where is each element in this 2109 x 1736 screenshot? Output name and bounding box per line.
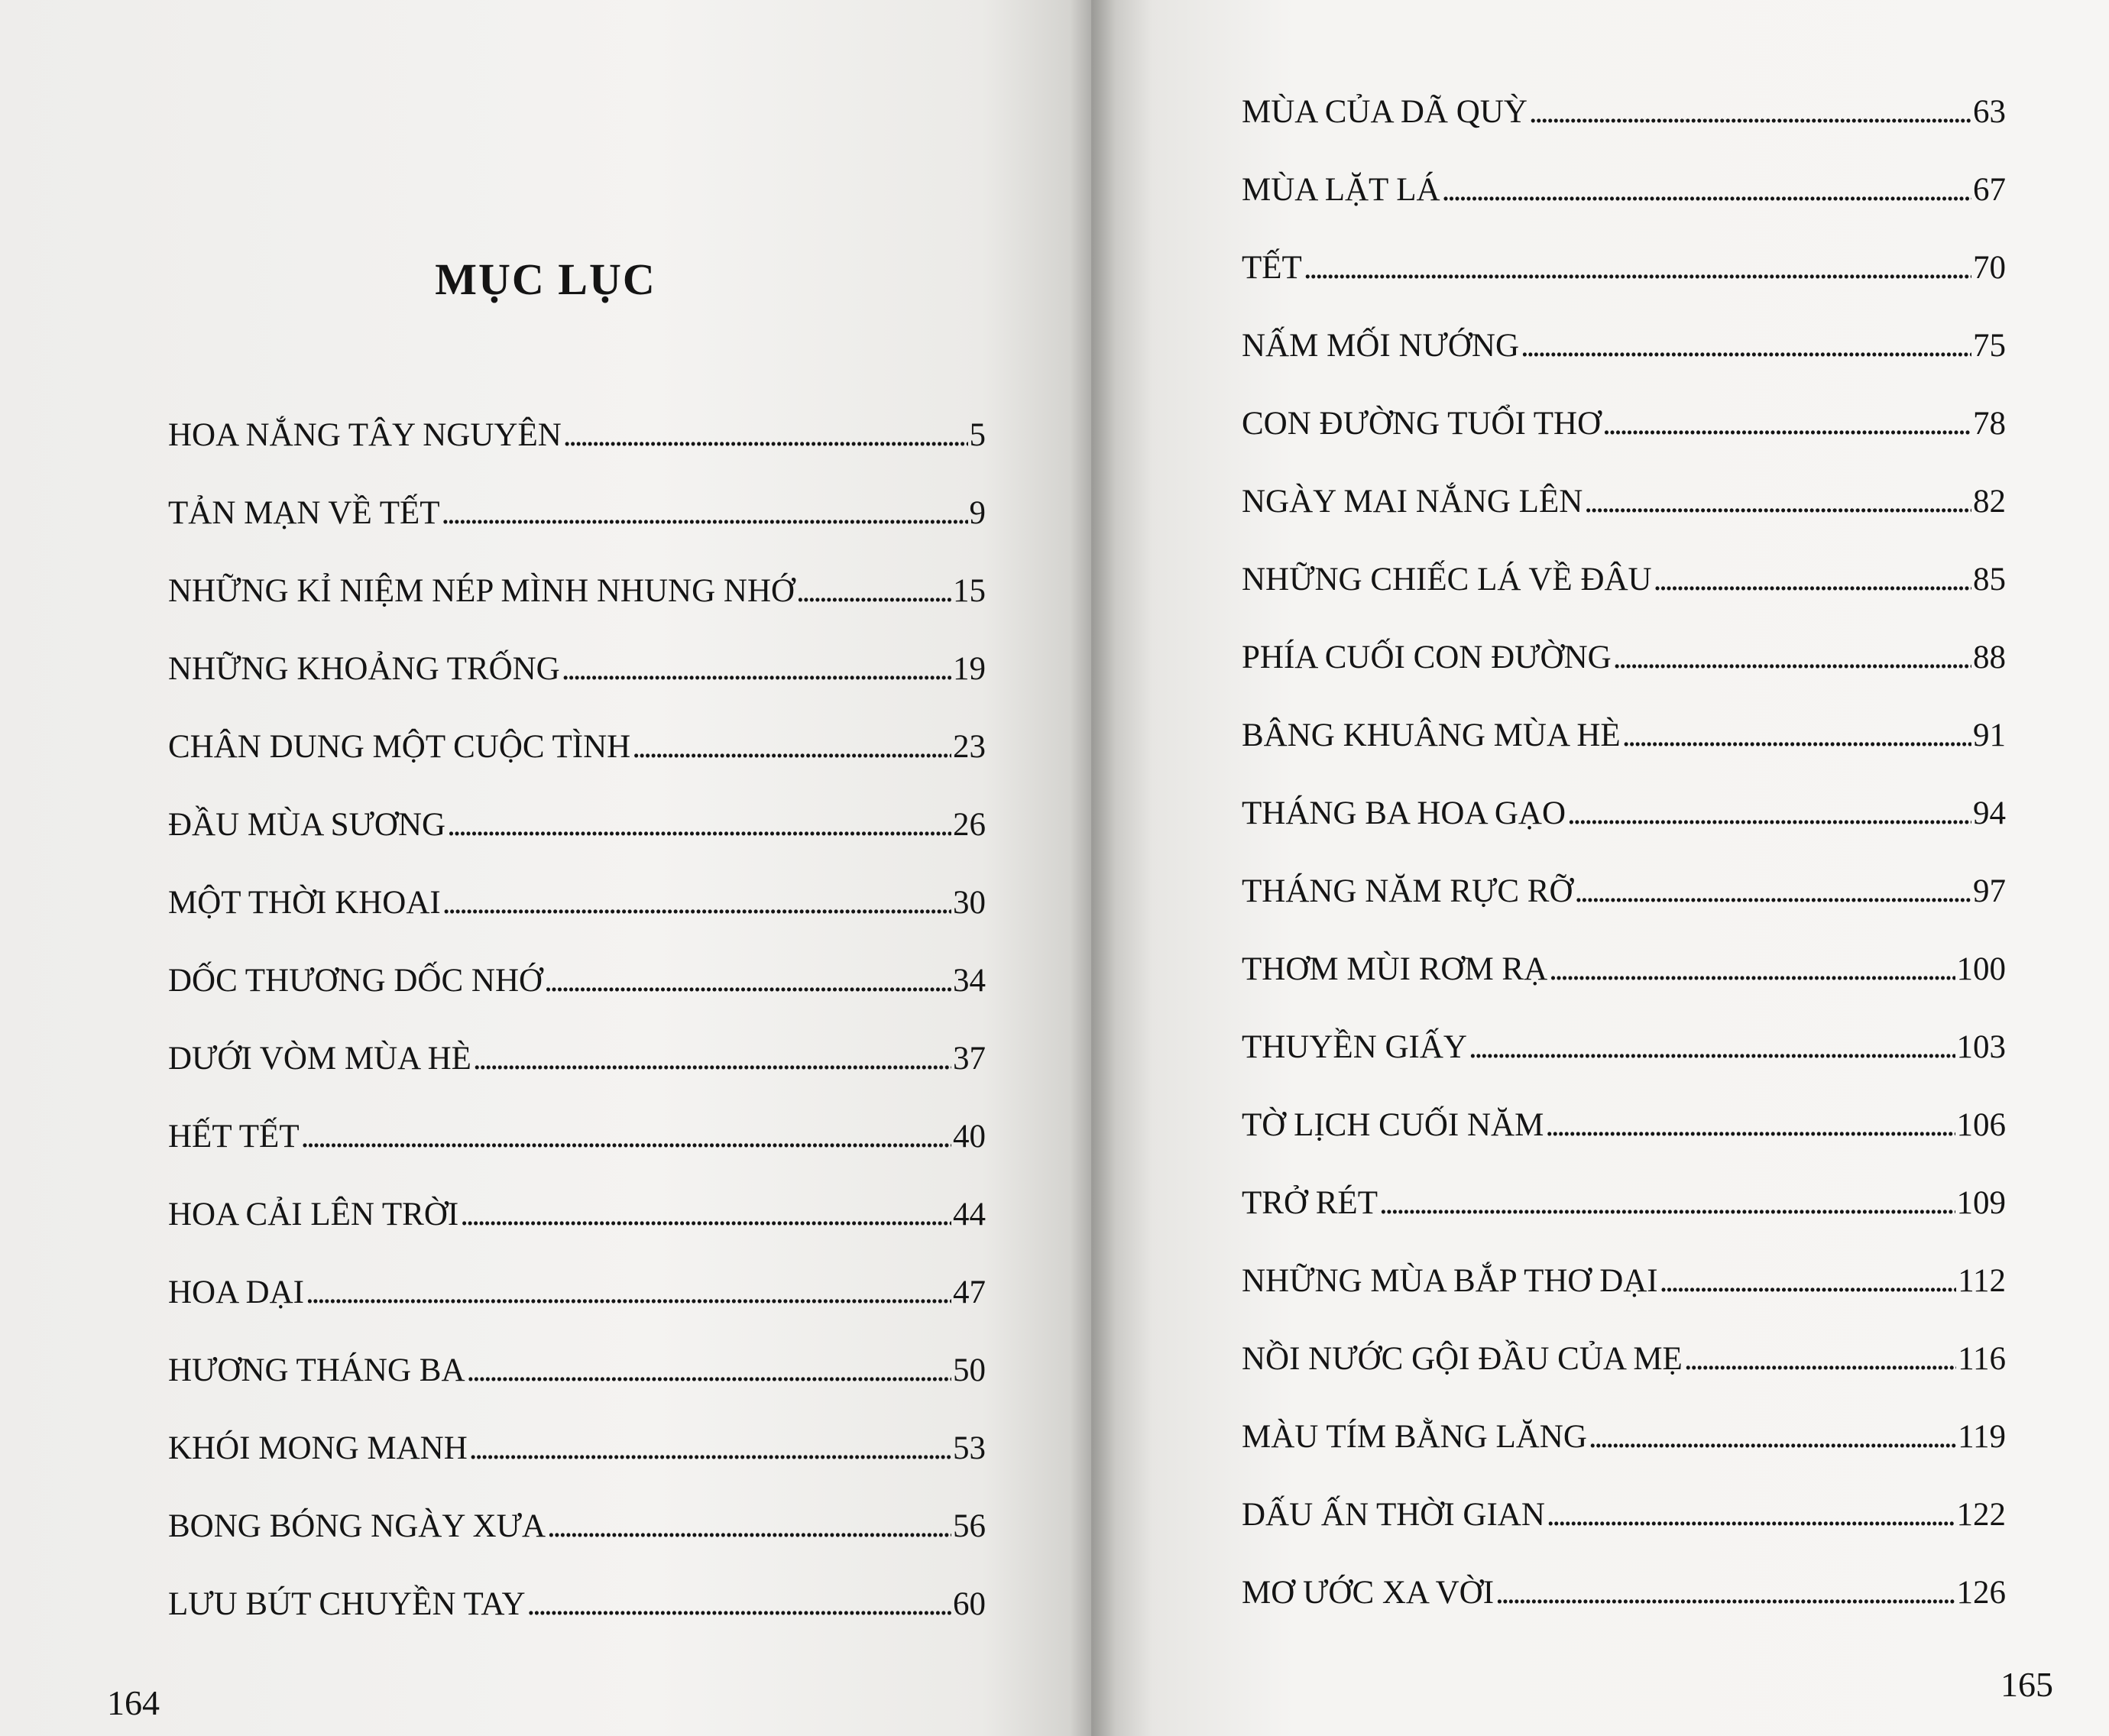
toc-entry <box>1242 951 2006 1028</box>
toc-entry-title: MỘT THỜI KHOAI <box>168 885 441 921</box>
toc-entry <box>168 1352 986 1430</box>
toc-entry <box>1242 1184 2006 1262</box>
toc-entry-title: NẤM MỐI NƯỚNG <box>1242 328 1520 364</box>
toc-entry-page-number: 70 <box>1973 250 2006 286</box>
dot-leader <box>1602 405 1971 442</box>
toc-entry-title: BÂNG KHUÂNG MÙA HÈ <box>1242 717 1621 753</box>
toc-entry-title: NHỮNG KHOẢNG TRỐNG <box>168 651 560 687</box>
toc-entry-title: NHỮNG KỈ NIỆM NÉP MÌNH NHUNG NHỚ <box>168 573 795 609</box>
dot-leader <box>796 572 951 610</box>
toc-entry-title: TẢN MẠN VỀ TẾT <box>168 495 440 531</box>
dot-leader <box>442 494 968 532</box>
toc-entry-page-number: 56 <box>953 1508 986 1544</box>
toc-entry <box>1242 1028 2006 1106</box>
right-page <box>1091 0 2109 1736</box>
dot-leader <box>563 416 968 454</box>
toc-entry-page-number: 44 <box>953 1197 986 1232</box>
toc-entry <box>168 494 986 572</box>
toc-entry-page-number: 47 <box>953 1274 986 1310</box>
dot-leader <box>1521 327 1971 364</box>
toc-entry <box>168 1274 986 1352</box>
toc-entry <box>168 1585 986 1663</box>
dot-leader <box>1304 249 1971 287</box>
toc-entry-page-number: 88 <box>1973 640 2006 675</box>
toc-entry-page-number: 109 <box>1956 1185 2006 1221</box>
toc-entry-title: TẾT <box>1242 250 1302 286</box>
toc-entry <box>168 962 986 1040</box>
toc-entry-page-number: 78 <box>1973 406 2006 442</box>
toc-entry-title: DỐC THƯƠNG DỐC NHỚ <box>168 963 543 999</box>
toc-entry-page-number: 19 <box>953 651 986 687</box>
toc-entry <box>1242 1340 2006 1418</box>
dot-leader <box>1567 795 1971 832</box>
toc-entry-page-number: 53 <box>953 1430 986 1466</box>
toc-entry <box>168 650 986 728</box>
toc-entry-title: DƯỚI VÒM MÙA HÈ <box>168 1041 471 1077</box>
toc-entry-page-number: 94 <box>1973 795 2006 831</box>
dot-leader <box>562 650 951 688</box>
toc-entry-page-number: 23 <box>953 729 986 765</box>
toc-entry-title: TRỞ RÉT <box>1242 1185 1378 1221</box>
toc-entry-title: HOA DẠI <box>168 1274 304 1310</box>
toc-entry <box>1242 639 2006 717</box>
toc-entry <box>1242 717 2006 795</box>
toc-entry-page-number: 103 <box>1956 1029 2006 1065</box>
toc-entry <box>1242 1574 2006 1652</box>
page-number-left: 164 <box>107 1683 160 1722</box>
toc-entry-title: ĐẦU MÙA SƯƠNG <box>168 807 446 843</box>
toc-entry-page-number: 97 <box>1973 873 2006 909</box>
toc-entry <box>1242 873 2006 951</box>
toc-entry <box>1242 483 2006 561</box>
toc-entry-page-number: 82 <box>1973 484 2006 520</box>
dot-leader <box>544 962 951 999</box>
dot-leader <box>1584 483 1971 520</box>
toc-entry-page-number: 63 <box>1973 94 2006 130</box>
dot-leader <box>1575 873 1971 910</box>
toc-entry-title: MÀU TÍM BẰNG LĂNG <box>1242 1419 1587 1455</box>
toc-entry <box>168 1430 986 1508</box>
dot-leader <box>547 1508 951 1545</box>
toc-list-right <box>1242 93 2006 1652</box>
toc-entry-page-number: 126 <box>1956 1575 2006 1611</box>
toc-title: MỤC LỤC <box>435 254 656 304</box>
toc-entry-page-number: 30 <box>953 885 986 921</box>
page-number-right: 165 <box>2000 1665 2053 1704</box>
dot-leader <box>467 1352 951 1389</box>
toc-entry-title: TỜ LỊCH CUỐI NĂM <box>1242 1107 1544 1143</box>
dot-leader <box>1684 1340 1956 1378</box>
toc-entry <box>168 1040 986 1118</box>
toc-entry <box>168 806 986 884</box>
toc-entry-page-number: 85 <box>1973 562 2006 598</box>
toc-entry-page-number: 116 <box>1958 1341 2006 1377</box>
toc-entry <box>1242 327 2006 405</box>
toc-entry <box>168 728 986 806</box>
toc-entry <box>168 1508 986 1585</box>
toc-entry-title: THÁNG BA HOA GẠO <box>1242 795 1566 831</box>
toc-entry-page-number: 112 <box>1958 1263 2006 1299</box>
toc-entry-title: PHÍA CUỐI CON ĐƯỜNG <box>1242 640 1612 675</box>
toc-entry <box>168 572 986 650</box>
dot-leader <box>442 884 951 921</box>
toc-entry-page-number: 40 <box>953 1119 986 1155</box>
toc-entry-page-number: 106 <box>1956 1107 2006 1143</box>
toc-entry-title: MÙA LẶT LÁ <box>1242 172 1440 208</box>
dot-leader <box>1469 1028 1955 1066</box>
toc-entry <box>168 416 986 494</box>
toc-entry-title: THUYỀN GIẤY <box>1242 1029 1467 1065</box>
toc-entry-page-number: 100 <box>1956 951 2006 987</box>
toc-entry-title: KHÓI MONG MANH <box>168 1430 468 1466</box>
dot-leader <box>473 1040 951 1077</box>
toc-entry <box>1242 171 2006 249</box>
dot-leader <box>1495 1574 1955 1611</box>
toc-entry-page-number: 5 <box>969 417 986 453</box>
toc-entry-page-number: 91 <box>1973 717 2006 753</box>
toc-entry <box>1242 405 2006 483</box>
toc-entry-title: MƠ ƯỚC XA VỜI <box>1242 1575 1495 1611</box>
toc-entry <box>1242 1262 2006 1340</box>
dot-leader <box>306 1274 951 1311</box>
toc-entry <box>1242 795 2006 873</box>
toc-entry <box>1242 1496 2006 1574</box>
dot-leader <box>1547 1496 1955 1534</box>
toc-entry-title: NỒI NƯỚC GỘI ĐẦU CỦA MẸ <box>1242 1341 1683 1377</box>
toc-entry-page-number: 75 <box>1973 328 2006 364</box>
toc-entry-page-number: 50 <box>953 1352 986 1388</box>
dot-leader <box>1622 717 1971 754</box>
toc-entry <box>1242 1106 2006 1184</box>
dot-leader <box>301 1118 951 1155</box>
dot-leader <box>1589 1418 1956 1456</box>
toc-entry-page-number: 37 <box>953 1041 986 1077</box>
toc-entry-title: HOA NẮNG TÂY NGUYÊN <box>168 417 562 453</box>
dot-leader <box>1545 1106 1955 1144</box>
dot-leader <box>1529 93 1971 131</box>
dot-leader <box>460 1196 951 1233</box>
toc-entry <box>1242 249 2006 327</box>
toc-entry <box>168 1196 986 1274</box>
dot-leader <box>1613 639 1971 676</box>
toc-entry-title: BONG BÓNG NGÀY XƯA <box>168 1508 546 1544</box>
dot-leader <box>447 806 951 844</box>
toc-entry-title: MÙA CỦA DÃ QUỲ <box>1242 94 1527 130</box>
toc-list-left <box>168 416 986 1663</box>
toc-entry <box>1242 561 2006 639</box>
toc-entry-title: DẤU ẤN THỜI GIAN <box>1242 1497 1545 1533</box>
toc-entry-page-number: 119 <box>1958 1419 2006 1455</box>
toc-entry-page-number: 9 <box>969 495 986 531</box>
dot-leader <box>1379 1184 1955 1222</box>
dot-leader <box>632 728 951 766</box>
toc-entry <box>168 1118 986 1196</box>
toc-entry-title: NHỮNG CHIẾC LÁ VỀ ĐÂU <box>1242 562 1652 598</box>
toc-entry-page-number: 15 <box>953 573 986 609</box>
toc-entry-page-number: 26 <box>953 807 986 843</box>
toc-entry-title: HOA CẢI LÊN TRỜI <box>168 1197 459 1232</box>
toc-entry-title: CHÂN DUNG MỘT CUỘC TÌNH <box>168 729 631 765</box>
dot-leader <box>527 1585 951 1623</box>
toc-entry <box>168 884 986 962</box>
toc-entry-title: THƠM MÙI RƠM RẠ <box>1242 951 1548 987</box>
dot-leader <box>1660 1262 1956 1300</box>
toc-entry-title: NGÀY MAI NẮNG LÊN <box>1242 484 1583 520</box>
book-gutter <box>1070 0 1116 1736</box>
dot-leader <box>469 1430 951 1467</box>
dot-leader <box>1442 171 1971 209</box>
toc-entry-title: LƯU BÚT CHUYỀN TAY <box>168 1586 526 1622</box>
toc-entry-title: CON ĐƯỜNG TUỔI THƠ <box>1242 406 1602 442</box>
dot-leader <box>1549 951 1955 988</box>
toc-entry-title: HẾT TẾT <box>168 1119 300 1155</box>
toc-entry-page-number: 122 <box>1956 1497 2006 1533</box>
toc-entry-page-number: 60 <box>953 1586 986 1622</box>
toc-entry-title: NHỮNG MÙA BẮP THƠ DẠI <box>1242 1263 1658 1299</box>
toc-entry-title: HƯƠNG THÁNG BA <box>168 1352 465 1388</box>
toc-entry <box>1242 93 2006 171</box>
dot-leader <box>1654 561 1971 598</box>
toc-entry-page-number: 34 <box>953 963 986 999</box>
toc-entry-page-number: 67 <box>1973 172 2006 208</box>
toc-entry-title: THÁNG NĂM RỰC RỠ <box>1242 873 1573 909</box>
toc-entry <box>1242 1418 2006 1496</box>
